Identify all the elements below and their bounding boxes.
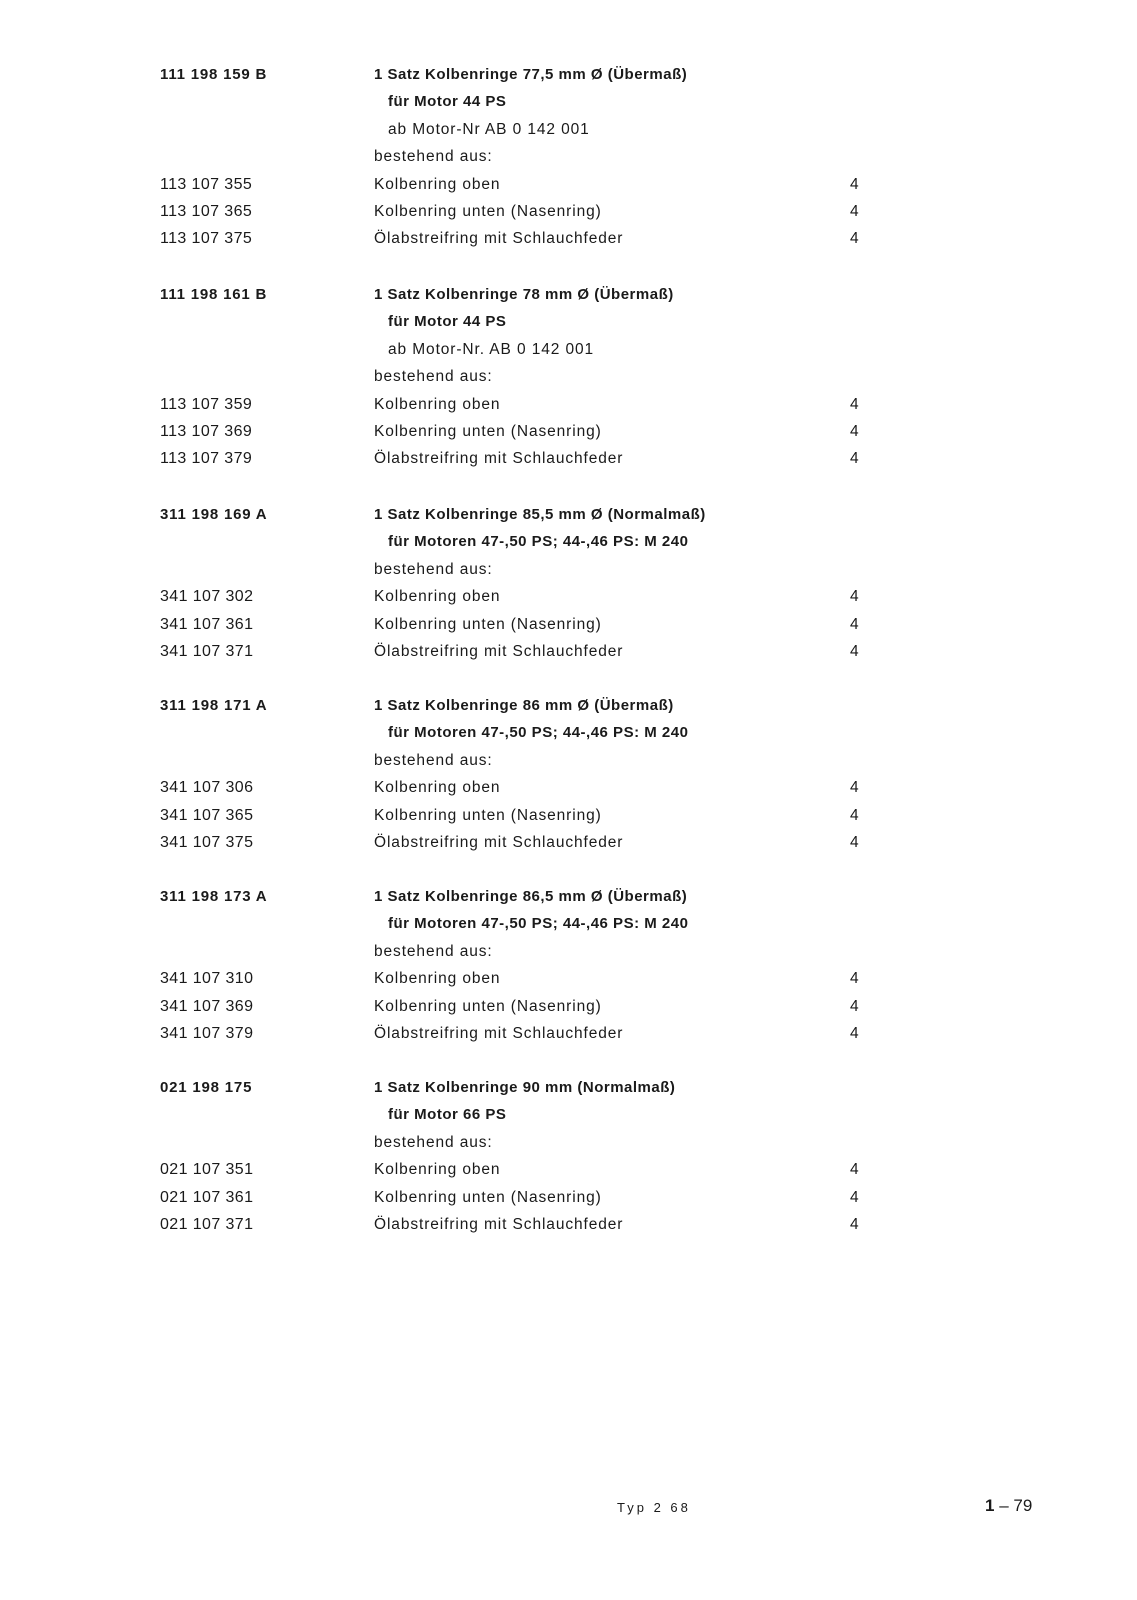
set-consisting-row [0, 364, 1137, 390]
consisting-of-label: bestehend aus: [374, 1134, 493, 1151]
set-header-row [0, 62, 1137, 88]
part-row [0, 199, 1137, 225]
part-name: Kolbenring unten (Nasenring) [374, 203, 602, 220]
set-part-number: 111 198 161 B [160, 286, 268, 303]
part-row [0, 612, 1137, 638]
part-row [0, 172, 1137, 198]
page-separator: – [999, 1496, 1009, 1515]
set-part-number: 311 198 171 A [160, 697, 268, 714]
part-name: Kolbenring unten (Nasenring) [374, 807, 602, 824]
part-row [0, 775, 1137, 801]
part-row [0, 966, 1137, 992]
set-consisting-row [0, 748, 1137, 774]
part-name: Kolbenring unten (Nasenring) [374, 998, 602, 1015]
part-name: Kolbenring unten (Nasenring) [374, 1189, 602, 1206]
part-number: 113 107 369 [160, 423, 253, 440]
part-number: 341 107 375 [160, 834, 254, 851]
part-quantity: 4 [850, 616, 859, 633]
part-name: Kolbenring oben [374, 176, 501, 193]
part-quantity: 4 [850, 1025, 859, 1042]
set-title: 1 Satz Kolbenringe 86 mm Ø (Übermaß) [374, 697, 674, 714]
part-quantity: 4 [850, 1161, 859, 1178]
part-quantity: 4 [850, 203, 859, 220]
part-row [0, 1212, 1137, 1238]
set-consisting-row [0, 557, 1137, 583]
set-engine: für Motor 44 PS [388, 93, 507, 110]
part-row [0, 392, 1137, 418]
part-row [0, 803, 1137, 829]
part-number: 341 107 310 [160, 970, 254, 987]
set-engine: für Motoren 47-,50 PS; 44-,46 PS: M 240 [388, 915, 689, 932]
set-header-row [0, 884, 1137, 910]
part-quantity: 4 [850, 970, 859, 987]
set-engine: für Motor 44 PS [388, 313, 507, 330]
part-number: 113 107 365 [160, 203, 253, 220]
part-row [0, 446, 1137, 472]
set-header-row [0, 502, 1137, 528]
set-note-row [0, 337, 1137, 363]
set-engine-row [0, 911, 1137, 937]
page-section: 1 [985, 1496, 995, 1515]
part-row [0, 994, 1137, 1020]
part-number: 021 107 361 [160, 1189, 254, 1206]
set-title: 1 Satz Kolbenringe 86,5 mm Ø (Übermaß) [374, 888, 688, 905]
part-row [0, 1021, 1137, 1047]
set-title: 1 Satz Kolbenringe 85,5 mm Ø (Normalmaß) [374, 506, 706, 523]
part-row [0, 1157, 1137, 1183]
part-quantity: 4 [850, 176, 859, 193]
set-engine: für Motoren 47-,50 PS; 44-,46 PS: M 240 [388, 724, 689, 741]
set-part-number: 311 198 173 A [160, 888, 268, 905]
part-quantity: 4 [850, 450, 859, 467]
part-quantity: 4 [850, 230, 859, 247]
part-number: 341 107 361 [160, 616, 254, 633]
part-name: Ölabstreifring mit Schlauchfeder [374, 1216, 624, 1233]
part-name: Kolbenring oben [374, 970, 501, 987]
part-number: 113 107 375 [160, 230, 253, 247]
set-header-row [0, 693, 1137, 719]
set-engine-row [0, 309, 1137, 335]
set-part-number: 111 198 159 B [160, 66, 268, 83]
part-number: 113 107 379 [160, 450, 253, 467]
set-engine-note: ab Motor-Nr. AB 0 142 001 [388, 341, 595, 358]
part-quantity: 4 [850, 396, 859, 413]
set-title: 1 Satz Kolbenringe 78 mm Ø (Übermaß) [374, 286, 674, 303]
part-name: Kolbenring unten (Nasenring) [374, 423, 602, 440]
part-quantity: 4 [850, 779, 859, 796]
part-number: 113 107 355 [160, 176, 253, 193]
part-name: Ölabstreifring mit Schlauchfeder [374, 450, 624, 467]
set-header-row [0, 1075, 1137, 1101]
page-number: 79 [1013, 1496, 1033, 1515]
part-name: Kolbenring unten (Nasenring) [374, 616, 602, 633]
set-note-row [0, 117, 1137, 143]
part-name: Kolbenring oben [374, 1161, 501, 1178]
part-quantity: 4 [850, 807, 859, 824]
set-engine-row [0, 89, 1137, 115]
set-part-number: 021 198 175 [160, 1079, 253, 1096]
set-engine-row [0, 529, 1137, 555]
part-quantity: 4 [850, 998, 859, 1015]
set-consisting-row [0, 939, 1137, 965]
part-name: Ölabstreifring mit Schlauchfeder [374, 643, 624, 660]
part-number: 341 107 379 [160, 1025, 254, 1042]
set-engine: für Motoren 47-,50 PS; 44-,46 PS: M 240 [388, 533, 689, 550]
set-header-row [0, 282, 1137, 308]
part-name: Ölabstreifring mit Schlauchfeder [374, 1025, 624, 1042]
part-name: Ölabstreifring mit Schlauchfeder [374, 230, 624, 247]
part-number: 341 107 371 [160, 643, 254, 660]
footer-type-label: Typ 2 68 [617, 1500, 691, 1515]
part-quantity: 4 [850, 423, 859, 440]
part-number: 113 107 359 [160, 396, 253, 413]
part-number: 341 107 369 [160, 998, 254, 1015]
part-row [0, 584, 1137, 610]
consisting-of-label: bestehend aus: [374, 752, 493, 769]
consisting-of-label: bestehend aus: [374, 148, 493, 165]
part-quantity: 4 [850, 643, 859, 660]
footer-page-number [985, 1496, 1032, 1516]
part-name: Ölabstreifring mit Schlauchfeder [374, 834, 624, 851]
part-row [0, 639, 1137, 665]
part-name: Kolbenring oben [374, 396, 501, 413]
part-quantity: 4 [850, 1216, 859, 1233]
part-quantity: 4 [850, 834, 859, 851]
part-name: Kolbenring oben [374, 779, 501, 796]
set-engine: für Motor 66 PS [388, 1106, 507, 1123]
part-number: 341 107 306 [160, 779, 254, 796]
consisting-of-label: bestehend aus: [374, 561, 493, 578]
part-quantity: 4 [850, 1189, 859, 1206]
part-number: 341 107 302 [160, 588, 254, 605]
part-number: 021 107 371 [160, 1216, 254, 1233]
consisting-of-label: bestehend aus: [374, 943, 493, 960]
part-row [0, 830, 1137, 856]
set-part-number: 311 198 169 A [160, 506, 268, 523]
part-name: Kolbenring oben [374, 588, 501, 605]
set-consisting-row [0, 144, 1137, 170]
set-consisting-row [0, 1130, 1137, 1156]
part-number: 021 107 351 [160, 1161, 254, 1178]
set-engine-row [0, 1102, 1137, 1128]
consisting-of-label: bestehend aus: [374, 368, 493, 385]
part-row [0, 1185, 1137, 1211]
set-engine-note: ab Motor-Nr AB 0 142 001 [388, 121, 590, 138]
part-quantity: 4 [850, 588, 859, 605]
set-title: 1 Satz Kolbenringe 90 mm (Normalmaß) [374, 1079, 676, 1096]
part-row [0, 419, 1137, 445]
part-row [0, 226, 1137, 252]
part-number: 341 107 365 [160, 807, 254, 824]
set-title: 1 Satz Kolbenringe 77,5 mm Ø (Übermaß) [374, 66, 688, 83]
set-engine-row [0, 720, 1137, 746]
